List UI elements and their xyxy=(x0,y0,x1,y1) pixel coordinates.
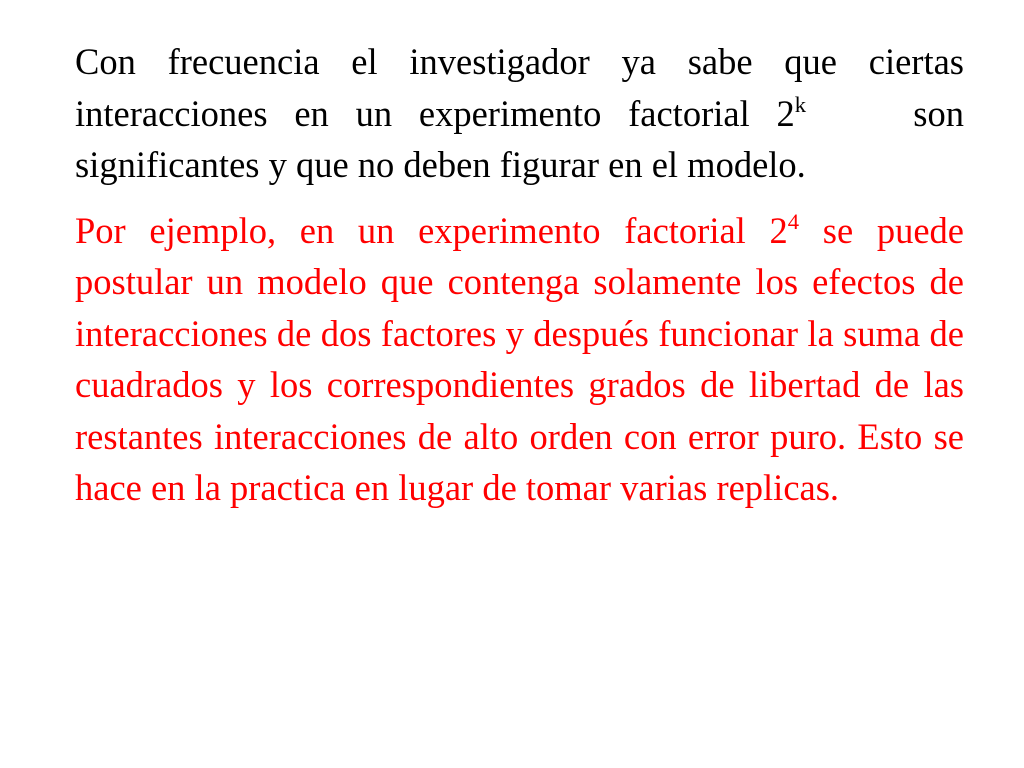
paragraph-intro xyxy=(75,36,964,191)
paragraph-example-text-a: Por ejemplo, en un experimento factorial 2 xyxy=(75,209,788,251)
exponent-4: 4 xyxy=(787,208,800,234)
paragraph-intro-text-b: son significantes y que no deben figurar en el modelo. xyxy=(75,92,965,185)
paragraph-intro-text-a: Con frecuencia el investigador ya sabe que ciertas interacciones en un experimento factorial 2 xyxy=(75,41,964,134)
paragraph-example xyxy=(75,205,964,514)
exponent-k: k xyxy=(794,91,807,117)
paragraph-example-text-b: se puede postular un modelo que contenga solamente los efectos de interacciones de dos factores y después funcionar la suma de cuadrados y los correspondientes grados de libertad de las restantes interacciones de alto orden con error puro. Esto se hace en la practica en lugar de tomar varias replicas. xyxy=(75,209,964,508)
